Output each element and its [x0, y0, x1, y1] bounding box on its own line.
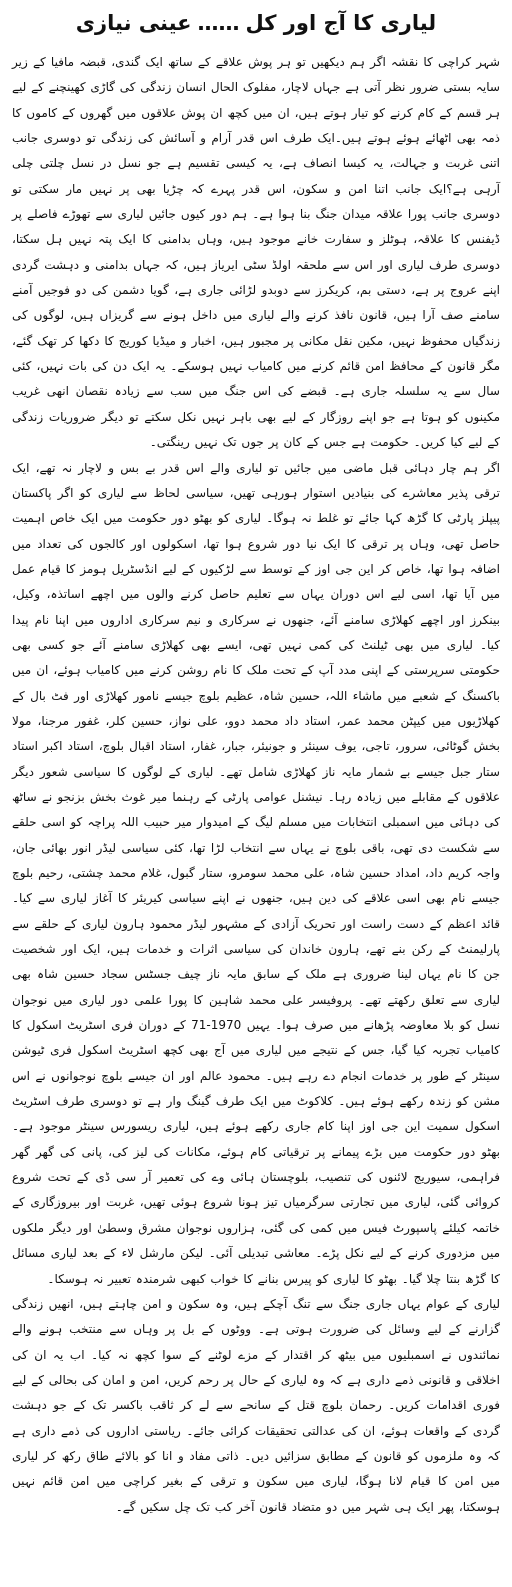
article-body [12, 50, 500, 1520]
article-author: عینی نیازی [75, 11, 192, 35]
article-paragraph-2: اگر ہم چار دہائی قبل ماضی میں جائیں تو لیاری والے اس قدر بے بس و لاچار نہ تھے، ایک ترقی پذیر معاشرے کی بنیادیں استوار ہورہی تھیں، سیاسی لحاظ سے لیاری کو اگر پاکستان پیپلز پارٹی کا گڑھ کہا جائے تو غلط نہ ہوگا۔ لیاری کو بھٹو دور حکومت میں ایک خاص اہمیت حاصل تھی، وہاں پر ترقی کا ایک نیا دور شروع ہوا تھا، اسکولوں اور کالجوں کی تعداد میں اضافہ ہوا تھا، خاص کر این جی اوز کے توسط سے لڑکیوں کے لیے انڈسٹریل ہومز کا قیام عمل میں آیا تھا، اسی لیے اس دوران یہاں سے تعلیم حاصل کرنے والوں میں اچھے اساتذہ، وکیل، بینکرز اور اچھے کھلاڑی سامنے آئے، جنھوں نے سرکاری و نیم سرکاری اداروں میں اپنا نام پیدا کیا۔ لیاری میں بھی ٹیلنٹ کی کمی نہیں تھی، ایسے بھی کھلاڑی سامنے آئے جو کسی بھی حکومتی سرپرستی کے اپنی مدد آپ کے تحت ملک کا نام روشن کرنے میں کامیاب ہوئے، ان میں باکسنگ کے شعبے میں ماشاء اللہ، حسین شاہ، عظیم بلوچ جیسے نامور کھلاڑی اور فٹ بال کے کھلاڑیوں میں کیپٹن محمد عمر، استاد داد محمد دوو، علی نواز، حسین کلر، غفور مرجنا، مولا بخش گوٹائی، سرور، تاجی، یوف سینئر و جونیئر، جبار، غفار، استاد اقبال بلوچ، استاد اکبر استاد ستار جبل جیسے بے شمار مایہ ناز کھلاڑی شامل تھے۔ لیاری کے لوگوں کا سیاسی شعور دیگر علاقوں کے مقابلے میں زیادہ رہا۔ نیشنل عوامی پارٹی کے رہنما میر غوث بخش بزنجو نے ساٹھ کی دہائی میں اسمبلی انتخابات میں مسلم لیگ کے امیدوار میر حبیب اللہ پراچہ کو اسی حلقے سے شکست دی تھی، باقی بلوچ نے یہاں سے انتخاب لڑا تھا، کئی سیاسی لیڈر انور بھائی جان، واجہ کریم داد، امداد حسین شاہ، علی محمد سومرو، ستار گبول، غلام محمد چشتی، رحیم بلوچ جیسے نام بھی اسی علاقے کی دین ہیں، جنھوں نے اپنے سیاسی کیریئر کا آغاز لیاری سے کیا۔ قائد اعظم کے دست راست اور تحریک آزادی کے مشہور لیڈر محمود ہارون لیاری کے حلقے سے پارلیمنٹ کے رکن بنے تھے، ہارون خاندان کی سیاسی اثرات و خدمات ہیں، ایک اور شخصیت جن کا نام یہاں لینا ضروری ہے ملک کے سابق مایہ ناز چیف جسٹس سجاد حسین شاہ بھی لیاری سے تعلق رکھتے تھے۔ پروفیسر علی محمد شاہین کا پورا علمی دور لیاری میں نوجوان نسل کو بلا معاوضہ پڑھانے میں صرف ہوا۔ یہیں 1970-71 کے دوران فری اسٹریٹ اسکول کا کامیاب تجربہ کیا گیا، جس کے نتیجے میں لیاری میں آج بھی کچھ اسٹریٹ اسکول فری ٹیوشن سینٹر کے طور پر خدمات انجام دے رہے ہیں۔ محمود عالم اور ان جیسے بلوچ نوجوانوں نے اس مشن کو زندہ رکھے ہوئے ہیں۔ کلاکوٹ میں ایک طرف گینگ وار ہے تو دوسری طرف اسٹریٹ اسکول سمیت این جی اوز اپنا کام جاری رکھے ہوئے ہیں، لیاری ریسورس سینٹر موجود ہے۔ بھٹو دور حکومت میں بڑے پیمانے پر ترقیاتی کام ہوئے، مکانات کی لیز کی، پانی کی گھر گھر فراہمی، سیوریج لائنوں کی تنصیب، بلوچستان ہائی وے کی تعمیر آر سی ڈی کے تحت شروع کروائی گئی، لیاری میں تجارتی سرگرمیاں تیز ہونا شروع ہوئی تھیں، غربت اور بیروزگاری کے خاتمہ کیلئے پاسپورٹ فیس میں کمی کی گئی، ہزاروں نوجوان مشرق وسطیٰ اور دیگر ملکوں میں مزدوری کرنے کے لیے نکل پڑے۔ معاشی تبدیلی آئی۔ لیکن مارشل لاء کے بعد لیاری مسائل کا گڑھ بنتا چلا گیا۔ بھٹو کا لیاری کو پیرس بنانے کا خواب کبھی شرمندہ تعبیر نہ ہوسکا۔ [12, 460, 500, 1286]
article-title: لیاری کا آج اور کل [245, 11, 437, 35]
article-paragraph-3: لیاری کے عوام یہاں جاری جنگ سے تنگ آچکے ہیں، وہ سکون و امن چاہتے ہیں، انھیں زندگی گزارنے کے لیے وسائل کی ضرورت ہوتی ہے۔ ووٹوں کے بل پر وہاں سے منتخب ہونے والے نمائندوں نے اسمبلیوں میں بیٹھ کر اقتدار کے مزے لوٹنے کے سوا کچھ نہ کیا۔ اب یہ ان کی اخلاقی و قانونی ذمے داری ہے کہ وہ لیاری کے حال پر رحم کریں، امن و امان کی بحالی کے لیے فوری اقدامات کریں۔ رحمان بلوچ قتل کے سانحے سے لے کر ثاقب باکسر تک کے جو دہشت گردی کے واقعات ہوئے، ان کی عدالتی تحقیقات کرائی جائے۔ ریاستی اداروں کی ذمے داری ہے کہ وہ ملزموں کو قانون کے مطابق سزائیں دیں۔ ذاتی مفاد و انا کو بالائے طاق رکھ کر لیاری میں امن کا قیام لانا ہوگا، لیاری میں سکون و ترقی کے بغیر کراچی میں امن قائم نہیں ہوسکتا، پھر ایک ہی شہر میں دو متضاد قانون آخر کب تک چل سکیں گے۔ [12, 1296, 500, 1514]
article-paragraph-1: شہر کراچی کا نقشہ اگر ہم دیکھیں تو ہر پوش علاقے کے ساتھ ایک گندی، قبضہ مافیا کے زیر سایہ بستی ضرور نظر آتی ہے جہاں لاچار، مفلوک الحال انسان زندگی کی گاڑی کھینچنے کے لیے ہر قسم کے کام کرنے کو تیار ہوتے ہیں، ان میں کچھ ان پوش علاقوں میں گھروں کے کاموں کا ذمہ بھی اٹھائے ہوئے ہوتے ہیں۔ایک طرف اس قدر آرام و آسائش کی زندگی تو دوسری جانب اتنی غربت و جہالت، یہ کیسا انصاف ہے، یہ کیسی تقسیم ہے جو نسل در نسل چلتی چلی آرہی ہے؟ایک جانب اتنا امن و سکون، اس قدر پہرے کہ چڑیا بھی پر نہیں مار سکتی تو دوسری جانب پورا علاقہ میدان جنگ بنا ہوا ہے۔ ہم دور کیوں جائیں لیاری سے تھوڑے فاصلے پر ڈیفنس کا علاقہ، ہوٹلز و سفارت خانے موجود ہیں، وہاں بدامنی کا ایک پتہ نہیں ہل سکتا، دوسری طرف لیاری اور اس سے ملحقہ اولڈ سٹی ایریاز ہیں، کہ جہاں بدامنی و دہشت گردی اپنے عروج پر ہے، دستی بم، کریکرز سے دوبدو لڑائی جاری ہے، گویا دشمن کی دو فوجیں آمنے سامنے صف آرا ہیں، قانون نافذ کرنے والے لیاری میں داخل ہونے سے گریزاں ہیں، لوگوں کی زندگیاں محفوظ نہیں، مکین نقل مکانی پر مجبور ہیں، اخبار و میڈیا کوریج کا دکھا کر تھک گئے، مگر قانون کے محافظ امن قائم کرنے میں کامیاب نہیں ہوسکے۔ یہ ایک دن کی بات نہیں، کئی سال سے یہ سلسلہ جاری ہے۔ قبضے کی اس جنگ میں سب سے زیادہ نقصان انھی غریب مکینوں کو ہوتا ہے جو اپنے روزگار کے لیے بھی باہر نہیں نکل سکتے تو دیگر ضروریات زندگی کے لیے کیا کریں۔ حکومت ہے جس کے کان پر جوں تک نہیں رینگتی۔ [12, 55, 500, 450]
article-headline [12, 8, 500, 42]
title-separator: …… [197, 11, 240, 35]
